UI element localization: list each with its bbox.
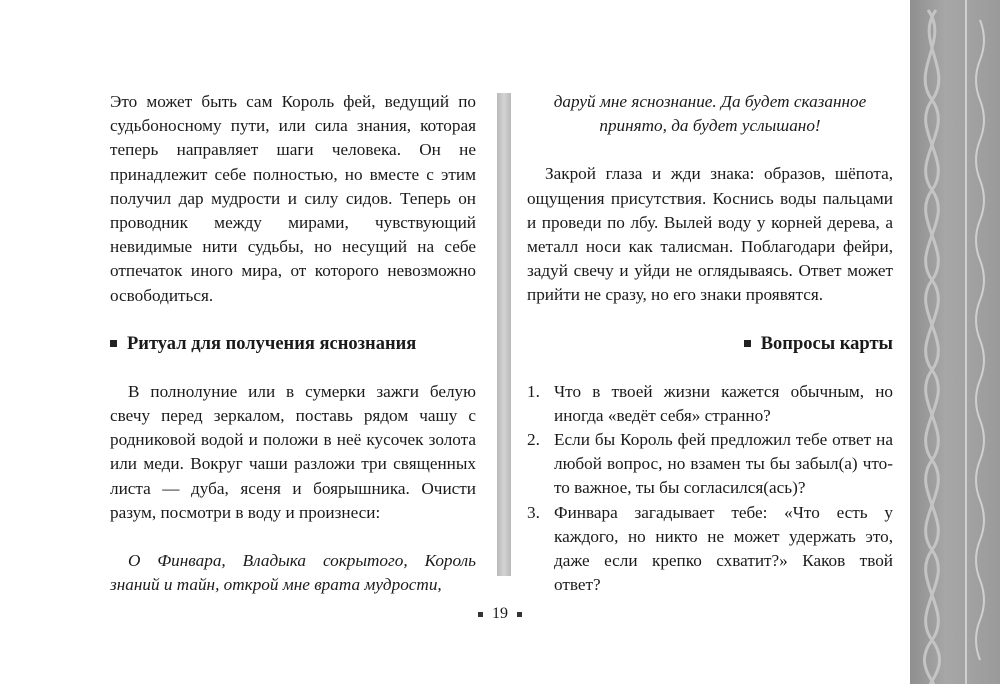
- heading-text: Ритуал для получения яснознания: [127, 333, 417, 354]
- item-text: Если бы Король фей предложил тебе ответ на любой вопрос, но взамен ты бы забыл(а) что-то важное, ты бы согласился(ась)?: [554, 430, 893, 498]
- list-item: [527, 428, 893, 501]
- list-item: [527, 380, 893, 428]
- right-column: [527, 90, 893, 597]
- page-number-footer: [0, 605, 1000, 623]
- heading-text: Вопросы карты: [760, 333, 893, 354]
- square-bullet-icon: [110, 340, 117, 347]
- square-bullet-icon: [517, 612, 522, 617]
- invocation-text: О Финвара, Владыка сокрытого, Король знаний и тайн, открой мне врата мудрости,: [110, 551, 476, 595]
- item-text: Финвара загадывает тебе: «Что есть у каждого, но никто не может удержать это, даже если крепко схватит?» Каков твой ответ?: [554, 502, 893, 595]
- square-bullet-icon: [478, 612, 483, 617]
- list-item: [527, 501, 893, 598]
- paragraph: Это может быть сам Король фей, ведущий по судьбоносному пути, или сила знания, которая теперь направляет шаги человека. Он не принадлежит себе полностью, но вместе с этим получил дар мудрости и силу сидов. Теперь он проводник между мирами, чувствующий невидимые нити судьбы, но несущий на себе отпечаток иного мира, от которого невозможно освободиться.: [110, 92, 476, 305]
- section-heading-ritual: [110, 332, 476, 356]
- item-number: 1.: [527, 381, 540, 401]
- left-column: [110, 90, 476, 597]
- square-bullet-icon: [744, 340, 751, 347]
- center-gutter-bar: [497, 93, 511, 576]
- page-number: 19: [492, 605, 508, 622]
- celtic-knot-ornament: [910, 0, 1000, 684]
- paragraph: В полнолуние или в сумерки зажги белую свечу перед зеркалом, поставь рядом чашу с родниковой водой и положи в неё кусочек золота или меди. Вокруг чаши разложи три священных листа — дуба, ясеня и боярышника. Очисти разум, посмотри в воду и произнеси:: [110, 381, 476, 522]
- item-number: 2.: [527, 430, 540, 450]
- item-text: Что в твоей жизни кажется обычным, но иногда «ведёт себя» странно?: [554, 381, 893, 425]
- item-number: 3.: [527, 502, 540, 522]
- paragraph: Закрой глаза и жди знака: образов, шёпота, ощущения присутствия. Коснись воды пальцами и проведи по лбу. Вылей воду у корней дерева, а металл носи как талисман. Поблагодари фейри, задуй свечу и уйди не оглядываясь. Ответ может прийти не сразу, но его знаки проявятся.: [527, 164, 893, 305]
- invocation-continuation: даруй мне яснознание. Да будет сказанное принято, да будет услышано!: [553, 92, 867, 136]
- section-heading-questions: [527, 332, 893, 356]
- decorative-side-band: [910, 0, 1000, 684]
- questions-list: [527, 380, 893, 598]
